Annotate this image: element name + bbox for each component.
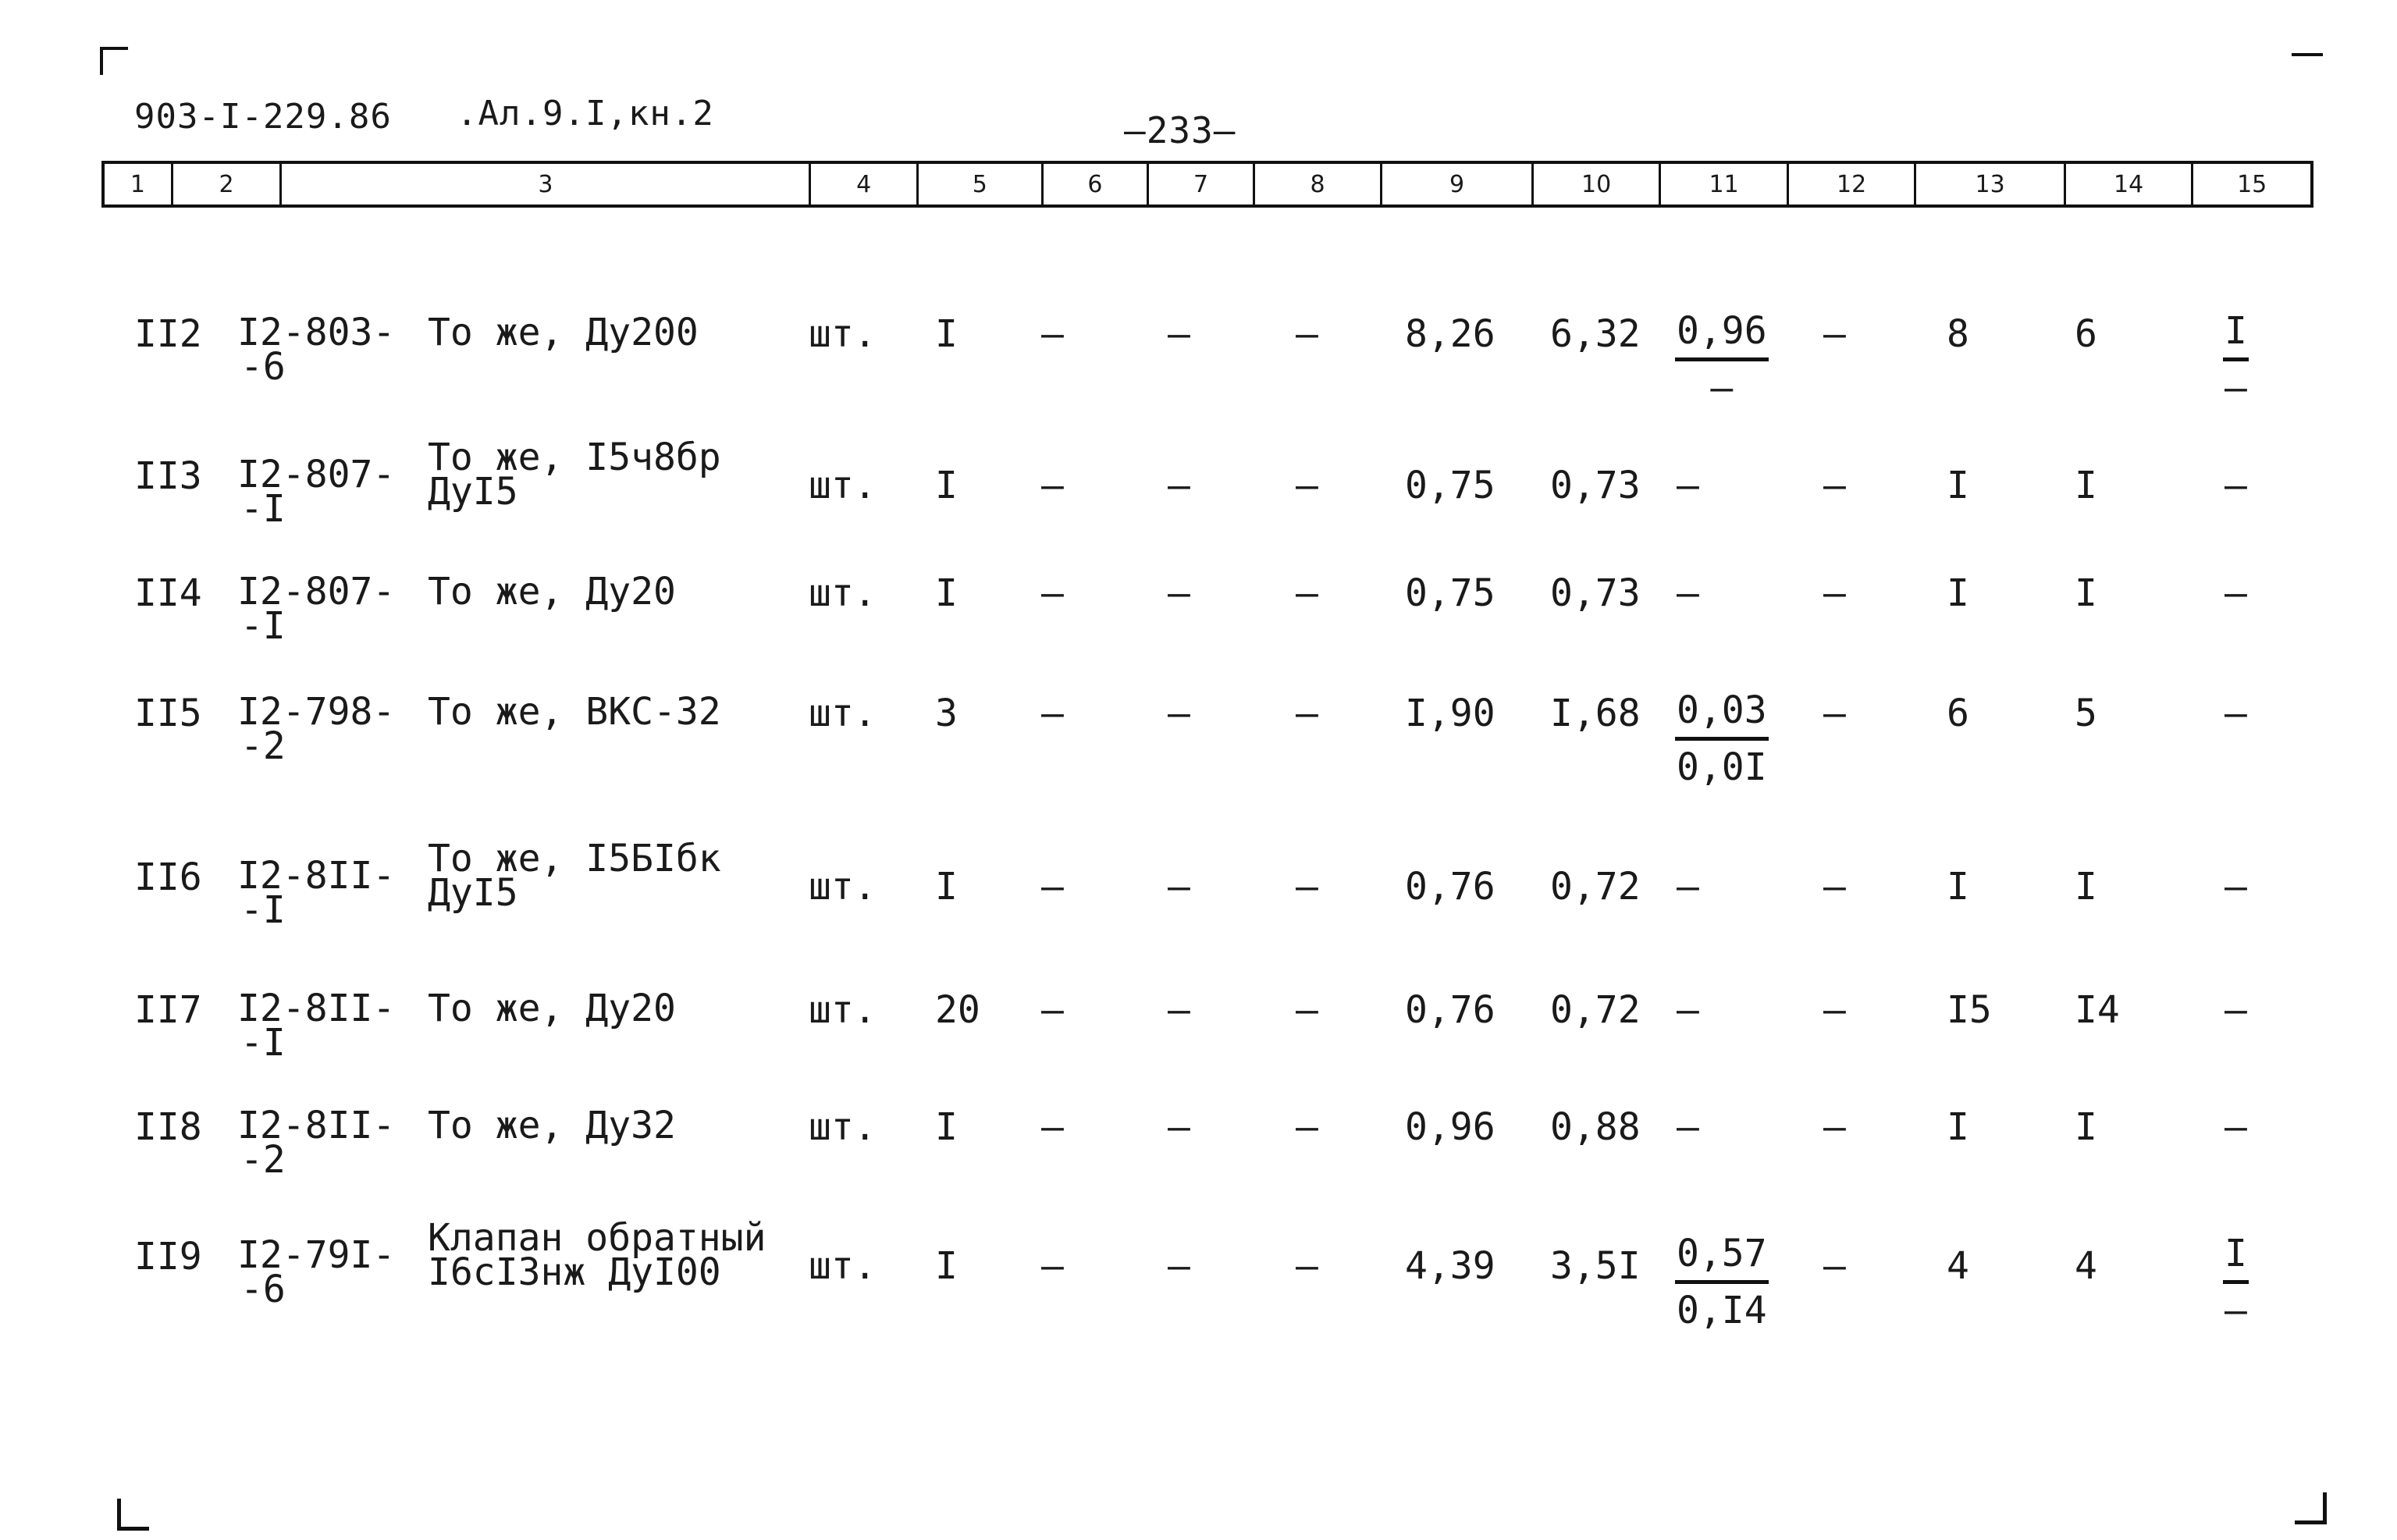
cell-c10: I,68 (1550, 692, 1641, 735)
column-number-8: 8 (1255, 164, 1383, 205)
cell-c11: – (1677, 988, 1699, 1032)
cell-c15: – (2225, 988, 2247, 1032)
material-code-line: I2-807- (237, 453, 396, 496)
cell-c15-fraction (2225, 1232, 2247, 1332)
cell-c12: – (1823, 1244, 1846, 1288)
material-code-line: I2-8II- (237, 854, 396, 898)
cell-c9: I,90 (1405, 692, 1495, 735)
column-number-14: 14 (2066, 164, 2194, 205)
cell-c10: 0,72 (1550, 988, 1641, 1032)
cell-c8: – (1296, 865, 1318, 909)
item-description-line: То же, ВКС-32 (428, 690, 721, 734)
cell-c7: – (1168, 865, 1190, 909)
row-number: II6 (134, 855, 202, 899)
cell-c14: 4 (2075, 1244, 2097, 1288)
cell-c7: – (1168, 464, 1190, 507)
cell-c10: 0,88 (1550, 1105, 1641, 1149)
cell-c9: 4,39 (1405, 1244, 1495, 1288)
cell-c6: – (1041, 1244, 1064, 1288)
cell-c10: 0,73 (1550, 571, 1641, 615)
item-description-line: То же, Ду20 (428, 570, 676, 614)
cell-c13: 8 (1947, 312, 1969, 356)
cell-c15-fraction (2225, 309, 2247, 410)
cell-c14: I4 (2075, 988, 2120, 1032)
cell-c12: – (1823, 865, 1846, 909)
cell-c11-fraction (1677, 688, 1767, 789)
cell-c15-fraction-numerator: I (2225, 1232, 2247, 1275)
cell-c14: 5 (2075, 692, 2097, 735)
cell-c13: I (1947, 865, 1969, 909)
cell-c15: – (2225, 464, 2247, 507)
row-number: II8 (134, 1105, 202, 1149)
cell-c8: – (1296, 1244, 1318, 1288)
cell-c9: 0,75 (1405, 464, 1495, 507)
cell-c14: I (2075, 865, 2097, 909)
material-code-line: I2-807- (237, 570, 396, 614)
item-description-line: То же, Ду200 (428, 311, 699, 354)
row-number: II5 (134, 692, 202, 735)
column-number-1: 1 (105, 164, 173, 205)
cell-c8: – (1296, 1105, 1318, 1149)
row-number: II7 (134, 988, 202, 1032)
cell-c5: 20 (935, 988, 980, 1032)
unit-of-measure: шт. (809, 312, 877, 356)
cell-c11-fraction (1677, 309, 1767, 410)
cell-c7: – (1168, 571, 1190, 615)
cell-c8: – (1296, 464, 1318, 507)
material-code-line: I2-8II- (237, 987, 396, 1030)
document-code: 903-I-229.86 (134, 97, 392, 137)
cell-c7: – (1168, 692, 1190, 735)
cell-c13: I (1947, 571, 1969, 615)
unit-of-measure: шт. (809, 692, 877, 735)
cell-c12: – (1823, 312, 1846, 356)
item-description-line: I6cI3нж ДуI00 (428, 1250, 721, 1294)
cell-c13: I (1947, 1105, 1969, 1149)
unit-of-measure: шт. (809, 464, 877, 507)
material-code-line: -2 (240, 724, 286, 768)
unit-of-measure: шт. (809, 865, 877, 909)
cell-c8: – (1296, 692, 1318, 735)
cell-c8: – (1296, 988, 1318, 1032)
cell-c5: I (935, 571, 958, 615)
cell-c12: – (1823, 464, 1846, 507)
cell-c11: – (1677, 1105, 1699, 1149)
material-code-line: I2-798- (237, 690, 396, 734)
cell-c11-fraction (1677, 1232, 1767, 1332)
cell-c6: – (1041, 692, 1064, 735)
cell-c13: 4 (1947, 1244, 1969, 1288)
cell-c12: – (1823, 988, 1846, 1032)
item-description-line: То же, Ду32 (428, 1104, 676, 1147)
cell-c15: – (2225, 865, 2247, 909)
cell-c15-fraction-denominator: – (2225, 366, 2247, 410)
cell-c11: – (1677, 865, 1699, 909)
cell-c15-fraction-denominator: – (2225, 1289, 2247, 1332)
item-description-line: ДуI5 (428, 470, 518, 514)
cell-c9: 8,26 (1405, 312, 1495, 356)
column-number-6: 6 (1044, 164, 1150, 205)
material-code-line: I2-8II- (237, 1104, 396, 1147)
item-description-line: То же, I5БIбк (428, 837, 721, 880)
item-description-line: Клапан обратный (428, 1216, 766, 1260)
cell-c11-fraction-denominator: 0,0I (1677, 745, 1767, 789)
column-number-10: 10 (1534, 164, 1662, 205)
column-number-9: 9 (1382, 164, 1533, 205)
cell-c15-fraction-numerator: I (2225, 309, 2247, 353)
cell-c14: I (2075, 464, 2097, 507)
unit-of-measure: шт. (809, 988, 877, 1032)
cell-c9: 0,76 (1405, 988, 1495, 1032)
cell-c13: I5 (1947, 988, 1992, 1032)
column-number-4: 4 (811, 164, 919, 205)
album-reference: .Ал.9.I,кн.2 (457, 94, 714, 133)
column-number-2: 2 (173, 164, 283, 205)
cell-c12: – (1823, 1105, 1846, 1149)
cell-c9: 0,76 (1405, 865, 1495, 909)
column-number-15: 15 (2237, 170, 2267, 198)
column-number-13: 13 (1916, 164, 2065, 205)
cell-c11: – (1677, 571, 1699, 615)
cell-c11-fraction-denominator: – (1710, 366, 1734, 410)
cell-c13: I (1947, 464, 1969, 507)
cell-c12: – (1823, 571, 1846, 615)
cell-c15: – (2225, 571, 2247, 615)
cell-c8: – (1296, 312, 1318, 356)
cell-c6: – (1041, 312, 1064, 356)
unit-of-measure: шт. (809, 571, 877, 615)
cell-c5: 3 (935, 692, 958, 735)
cell-c10: 6,32 (1550, 312, 1641, 356)
page-number: —233— (1124, 109, 1236, 151)
row-number: II4 (134, 571, 202, 615)
cell-c11-fraction-numerator: 0,96 (1677, 309, 1767, 353)
cell-c5: I (935, 464, 958, 507)
cell-c11-fraction-numerator: 0,03 (1677, 688, 1767, 732)
cell-c7: – (1168, 988, 1190, 1032)
material-code-line: -I (240, 487, 286, 531)
cell-c12: – (1823, 692, 1846, 735)
column-number-7: 7 (1149, 164, 1255, 205)
cell-c15: – (2225, 692, 2247, 735)
unit-of-measure: шт. (809, 1105, 877, 1149)
column-number-12: 12 (1789, 164, 1917, 205)
cell-c6: – (1041, 1105, 1064, 1149)
cell-c7: – (1168, 1105, 1190, 1149)
cell-c5: I (935, 312, 958, 356)
column-number-11: 11 (1661, 164, 1789, 205)
cell-c9: 0,75 (1405, 571, 1495, 615)
item-description-line: То же, Ду20 (428, 987, 676, 1030)
cell-c6: – (1041, 464, 1064, 507)
row-number: II9 (134, 1235, 202, 1279)
cell-c6: – (1041, 988, 1064, 1032)
material-code-line: -2 (240, 1138, 286, 1182)
material-code-line: I2-803- (237, 311, 396, 354)
cell-c5: I (935, 865, 958, 909)
cell-c8: – (1296, 571, 1318, 615)
cell-c10: 0,73 (1550, 464, 1641, 507)
cell-c14: I (2075, 571, 2097, 615)
cell-c6: – (1041, 865, 1064, 909)
material-code-line: -I (240, 604, 286, 648)
row-number: II2 (134, 312, 202, 356)
column-number-3: 3 (282, 164, 811, 205)
unit-of-measure: шт. (809, 1244, 877, 1288)
cell-c11: – (1677, 464, 1699, 507)
material-code-line: -I (240, 1021, 286, 1065)
cell-c15: – (2225, 1105, 2247, 1149)
material-code-line: -I (240, 888, 286, 932)
item-description-line: То же, I5ч8бр (428, 436, 721, 479)
cell-c14: 6 (2075, 312, 2097, 356)
item-description-line: ДуI5 (428, 871, 518, 915)
cell-c7: – (1168, 1244, 1190, 1288)
cell-c5: I (935, 1244, 958, 1288)
cell-c7: – (1168, 312, 1190, 356)
cell-c9: 0,96 (1405, 1105, 1495, 1149)
column-number-5: 5 (919, 164, 1044, 205)
cell-c11-fraction-denominator: 0,I4 (1677, 1289, 1767, 1332)
material-code-line: -6 (240, 1268, 286, 1311)
cell-c13: 6 (1947, 692, 1969, 735)
cell-c6: – (1041, 571, 1064, 615)
cell-c10: 0,72 (1550, 865, 1641, 909)
material-code-line: -6 (240, 345, 286, 389)
material-code-line: I2-79I- (237, 1233, 396, 1277)
cell-c11-fraction-numerator: 0,57 (1677, 1232, 1767, 1275)
cell-c14: I (2075, 1105, 2097, 1149)
cell-c5: I (935, 1105, 958, 1149)
row-number: II3 (134, 454, 202, 498)
cell-c10: 3,5I (1550, 1244, 1641, 1288)
